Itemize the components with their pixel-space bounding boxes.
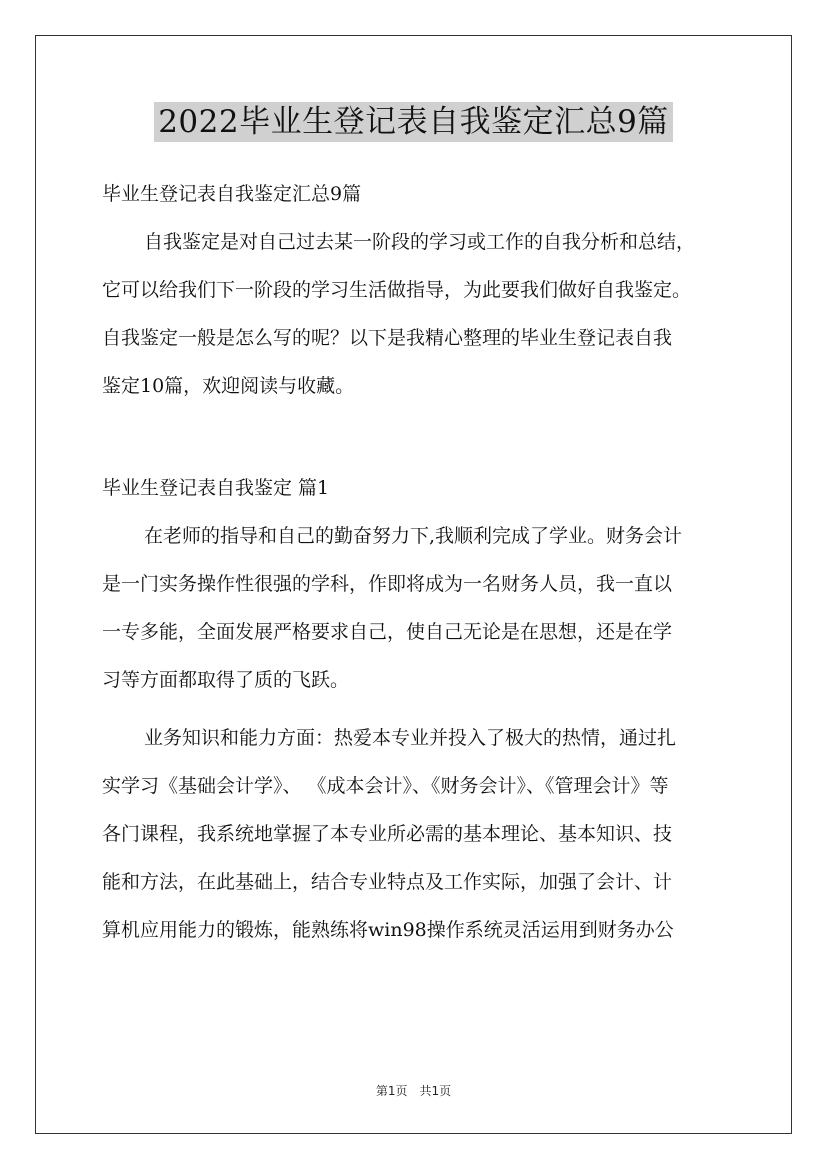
- paragraph-line: 是一门实务操作性很强的学科，作即将成为一名财务人员，我一直以: [102, 573, 673, 595]
- paragraph-line: 在老师的指导和自己的勤奋努力下,我顺利完成了学业。财务会计: [144, 525, 683, 547]
- paragraph-1: [102, 512, 730, 704]
- section-heading: 毕业生登记表自我鉴定 篇1: [102, 477, 330, 499]
- intro-line: 它可以给我们下一阶段的学习生活做指导，为此要我们做好自我鉴定。: [102, 279, 692, 301]
- paragraph-gap: [102, 704, 730, 714]
- paragraph-line: 各门课程，我系统地掌握了本专业所必需的基本理论、基本知识、技: [102, 823, 673, 845]
- paragraph-line: 实学习《基础会计学》、 《成本会计》、《财务会计》、《管理会计》等: [102, 775, 669, 797]
- paragraph-line: 能和方法，在此基础上，结合专业特点及工作实际，加强了会计、计: [102, 871, 673, 893]
- paragraph-line: 业务知识和能力方面：热爱本专业并投入了极大的热情，通过扎: [144, 727, 677, 749]
- section-gap: [102, 410, 730, 464]
- document-body: [102, 170, 730, 954]
- paragraph-line: 算机应用能力的锻炼，能熟练将win98操作系统灵活运用到财务办公: [102, 919, 674, 941]
- paragraph-line: 习等方面都取得了质的飞跃。: [102, 669, 350, 691]
- intro-line: 自我鉴定一般是怎么写的呢？以下是我精心整理的毕业生登记表自我: [102, 327, 673, 349]
- intro-paragraph: [102, 218, 730, 410]
- page-footer: 第1页 共1页: [375, 1084, 452, 1098]
- paragraph-2: [102, 714, 730, 954]
- intro-line: 自我鉴定是对自己过去某一阶段的学习或工作的自我分析和总结，: [144, 231, 696, 253]
- document-title: 2022毕业生登记表自我鉴定汇总9篇: [154, 102, 673, 142]
- title-container: [0, 102, 827, 142]
- intro-line: 鉴定10篇，欢迎阅读与收藏。: [102, 375, 355, 397]
- document-subtitle: 毕业生登记表自我鉴定汇总9篇: [102, 183, 362, 205]
- paragraph-line: 一专多能，全面发展严格要求自己，使自己无论是在思想，还是在学: [102, 621, 673, 643]
